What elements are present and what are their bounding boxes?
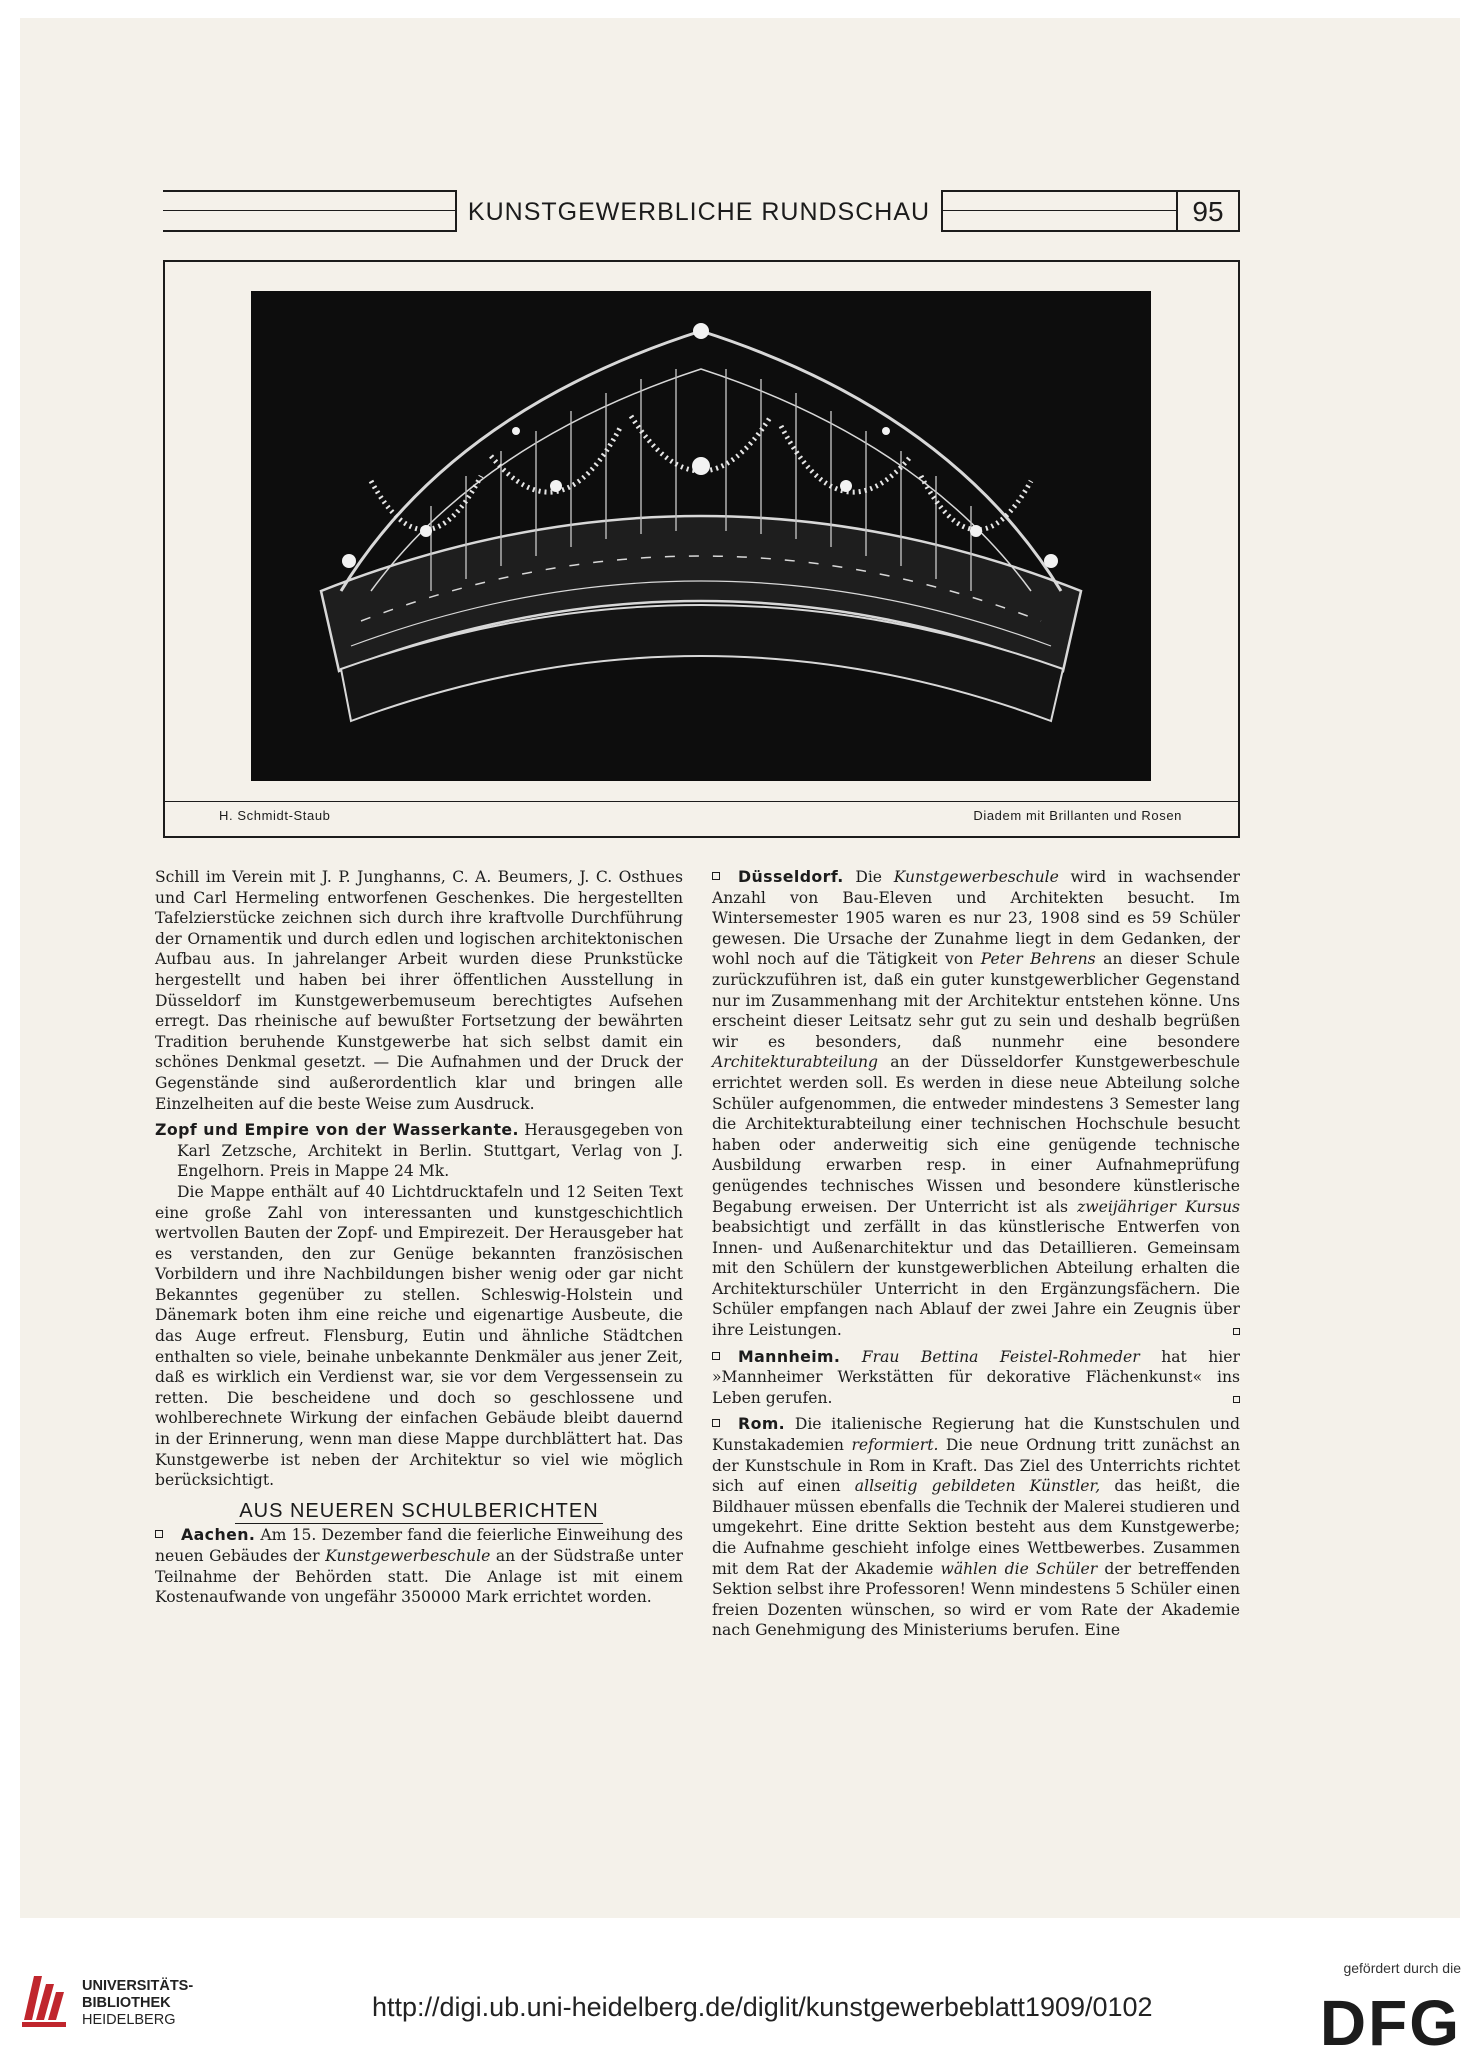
report-mannheim: Mannheim. Frau Bettina Feistel-Rohmeder hat hier »Mannheimer Werkstätten für dekorative Flächenkunst« ins Leben gerufen. (712, 1346, 1240, 1407)
place-mannheim: Mannheim. (738, 1346, 841, 1366)
right-column (712, 867, 1240, 1641)
caption-rule (165, 801, 1238, 802)
photo-credit: H. Schmidt-Staub (219, 808, 331, 823)
report-aachen: Aachen. Am 15. Dezember fand die feierliche Einweihung des neuen Gebäudes der Kunstgewerbeschule an der Südstraße unter Teilnahme der Behörden statt. Die Anlage ist mit einem Kostenaufwande von ungefähr 350000 Mark errichtet worden. (155, 1525, 683, 1607)
heidelberg-library-logo-icon (20, 1970, 72, 2028)
digitization-footer (0, 1918, 1483, 2069)
diadem-illustration (251, 291, 1151, 781)
section-heading: AUS NEUEREN SCHULBERICHTEN (155, 1501, 683, 1522)
header-rule-right (943, 190, 1176, 232)
paragraph-mappe: Die Mappe enthält auf 40 Lichtdrucktafeln und 12 Seiten Text eine große Zahl von interessanten und kunstgeschichtlich wertvollen Bauten der Zopf- und Empirezeit. Der Herausgeber hat es verstanden, den zur Genüge bekannten französischen Vorbildern und ihre Nachbildungen bisher wenig oder gar nicht Bekanntes gegenüber zu stellen. Schleswig-Holstein und Dänemark boten ihm eine reiche und eigenartige Ausbeute, die das Auge erfreut. Flensburg, Eutin und ähnliche Städtchen enthalten so viele, beinahe unbekannte Denkmäler aus jener Zeit, daß es wirklich ein Verdienst war, sie vor dem Vergessensein zu retten. Die bescheidene und doch so geschlossene und wohlberechnete Wirkung der einfachen Gebäude bleibt dauernd in der Erinnerung, wenn man diese Mappe durchblättert hat. Das Kunstgewerbe ist neben der Architektur so viel wie möglich berücksichtigt. (155, 1182, 683, 1490)
header-rule-left (163, 190, 455, 232)
place-duesseldorf: Düsseldorf. (738, 867, 844, 886)
left-column (155, 867, 683, 1608)
book-review-entry (155, 1120, 683, 1182)
end-mark-icon (1233, 1396, 1240, 1403)
hollow-square-bullet-icon (712, 1352, 720, 1360)
running-header (163, 190, 1240, 232)
permalink-url[interactable]: http://digi.ub.uni-heidelberg.de/diglit/kunstgewerbeblatt1909/0102 (372, 1992, 1153, 2022)
end-mark-icon (1233, 1328, 1240, 1335)
page-number: 95 (1176, 190, 1240, 232)
report-rom: Rom. Die italienische Regierung hat die Kunstschulen und Kunstakademien reformiert. Die neue Ordnung tritt zunächst an der Kunstschule in Rom in Kraft. Das Ziel des Unterrichts richtet sich auf einen allseitig gebildeten Künstler, das heißt, die Bildhauer müssen ebenfalls die Technik der Malerei studieren und umgekehrt. Eine dritte Sektion besteht aus dem Kunstgewerbe; die Aufnahme geschieht infolge eines Wettbewerbes. Zusammen mit dem Rat der Akademie wählen die Schüler der betreffenden Sektion selbst ihre Professoren! Wenn mindestens 5 Schüler einen freien Dozenten wünschen, so wird er vom Rate der Akademie nach Genehmigung des Ministeriums berufen. Eine (712, 1414, 1240, 1640)
library-name: UNIVERSITÄTS- BIBLIOTHEK HEIDELBERG (82, 1978, 194, 2028)
figure-frame (163, 260, 1240, 838)
diadem-photograph (251, 291, 1151, 781)
report-duesseldorf: Düsseldorf. Die Kunstgewerbeschule wird in wachsender Anzahl von Bau-Eleven und Architekten besucht. Im Wintersemester 1905 waren es nur 23, 1908 sind es 59 Schüler gewesen. Die Ursache der Zunahme liegt in dem Gedanken, der wohl noch auf die Tätigkeit von Peter Behrens an dieser Schule zurückzuführen ist, daß ein guter kunstgewerblicher Gegenstand nur im Zusammenhang mit der Architektur entstehen könne. Uns erscheint dieser Leitsatz sehr gut zu sein und deshalb begrüßen wir es besonders, daß nunmehr eine besondere Architekturabteilung an der Düsseldorfer Kunstgewerbeschule errichtet werden soll. Es werden in diese neue Abteilung solche Schüler aufgenommen, die entweder mindestens 3 Semester lang die Architekturabteilung einer technischen Hochschule besucht haben oder anderweitig sich eine genügende technische Ausbildung erwarben resp. in einer Aufnahmeprüfung genügendes technisches Wissen und besondere künstlerische Begabung erweisen. Der Unterricht ist als zweijähriger Kursus beabsichtigt und zerfällt in das künstlerische Entwerfen von Innen- und Außenarchitektur und das Detaillieren. Gemeinsam mit den Schülern der kunstgewerblichen Abteilung erhalten die Architekturschüler Unterricht in den Ergänzungsfächern. Die Schüler empfangen nach Ablauf der zwei Jahre ein Zeugnis über ihre Leistungen. (712, 867, 1241, 1340)
hollow-square-bullet-icon (712, 1419, 720, 1427)
journal-title: KUNSTGEWERBLICHE RUNDSCHAU (455, 190, 943, 232)
sponsor-text: gefördert durch die (1343, 1960, 1461, 1976)
place-rom: Rom. (738, 1414, 786, 1434)
hollow-square-bullet-icon (712, 872, 720, 880)
dfg-logo: DFG (1319, 1987, 1461, 2059)
figure-caption: Diadem mit Brillanten und Rosen (973, 808, 1182, 823)
book-info: Herausgegeben von Karl Zetzsche, Architekt in Berlin. Stuttgart, Verlag von J. Engelhorn. Preis in Mappe 24 Mk. (177, 1121, 683, 1181)
place-aachen: Aachen. (181, 1525, 256, 1545)
book-title: Zopf und Empire von der Wasserkante. (155, 1120, 519, 1140)
paragraph-tafelzierstuecke: Schill im Verein mit J. P. Junghanns, C. A. Beumers, J. C. Osthues und Carl Hermeling entworfenen Geschenkes. Die hergestellten Tafelzierstücke zeichnen sich durch ihre kraftvolle Durchführung der Ornamentik und durch edlen und logischen architektonischen Aufbau aus. In jahrelanger Arbeit wurden diese Prunkstücke hergestellt und haben bei ihrer öffentlichen Ausstellung in Düsseldorf im Kunstgewerbemuseum berechtigtes Aufsehen erregt. Das rheinische auf bewußter Fortsetzung der bewährten Tradition beruhende Kunstgewerbe hat sich selbst damit ein schönes Denkmal gesetzt. — Die Aufnahmen und der Druck der Gegenstände sind außerordentlich klar und bringen alle Einzelheiten auf die beste Weise zum Ausdruck. (155, 868, 683, 1113)
hollow-square-bullet-icon (155, 1530, 163, 1538)
